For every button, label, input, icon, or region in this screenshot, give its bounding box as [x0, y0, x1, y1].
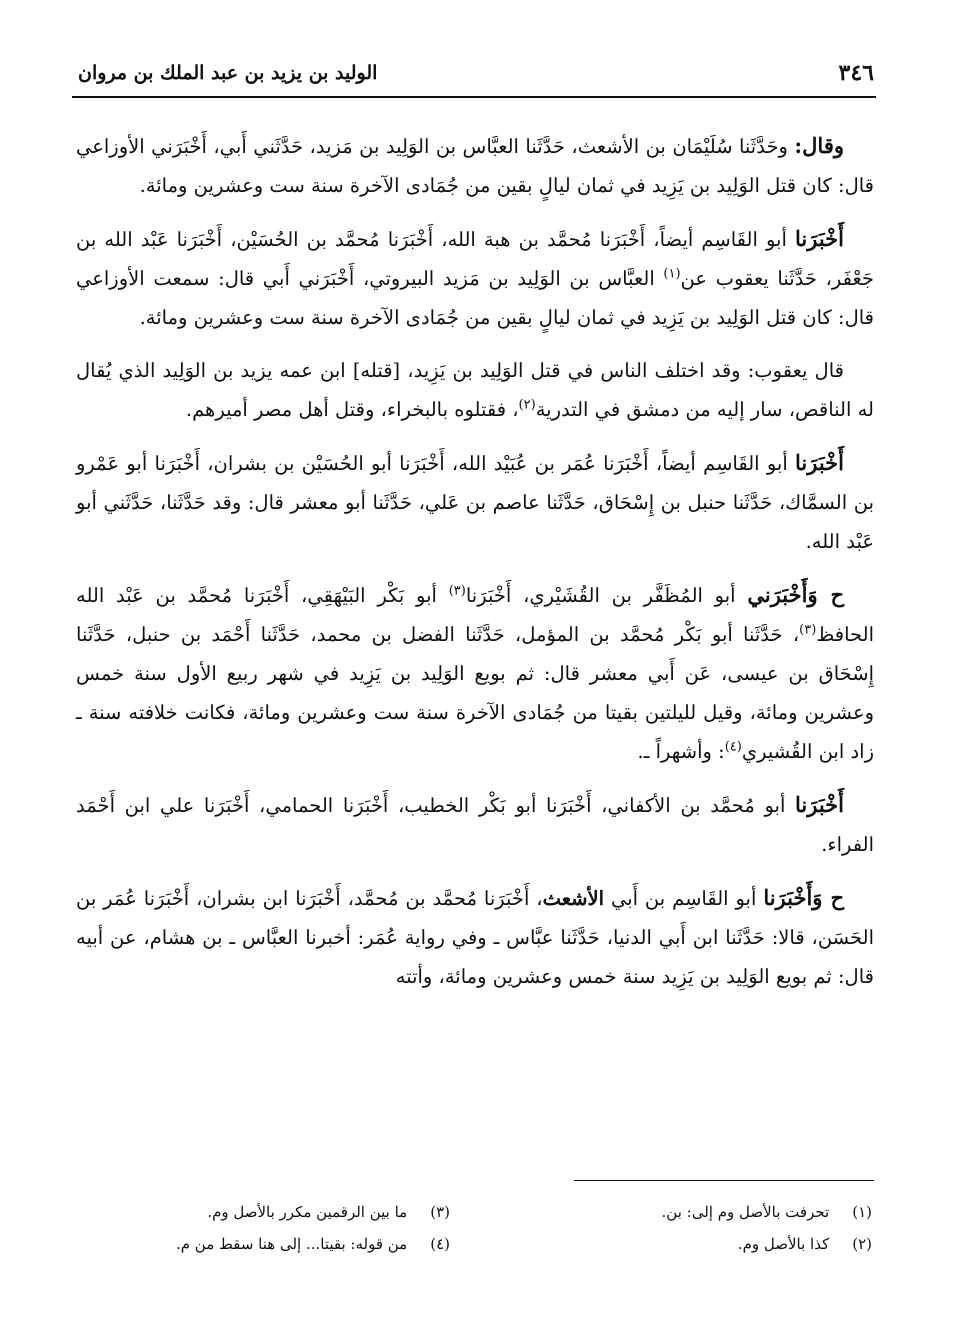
- paragraph-4: [76, 443, 874, 561]
- paragraph-text: أبو بَكْر البَيْهَقِي، أَخْبَرَنا مُحمَّد بن عَبْد الله الحافظ: [76, 584, 874, 646]
- footnote-number: (١): [852, 1203, 872, 1221]
- paragraph-text: قال يعقوب: وقد اختلف الناس في قتل الوَلِيد بن يَزِيد، [قتله] ابن عمه يزيد بن الوَلِيد الذي يُقال له الناقص، سار إليه من دمشق في التدرية: [76, 359, 874, 421]
- running-title: الوليد بن يزيد بن عبد الملك بن مروان: [78, 62, 378, 84]
- paragraph-7: [76, 878, 874, 996]
- paragraph-text: ، أَخْبَرَنا مُحمَّد بن مُحمَّد، أَخْبَرَنا ابن بشران، أَخْبَرَنا عُمَر بن الحَسَن، قالا: حَدَّثَنا ابن أَبي الدنيا، حَدَّثَنا عبَّاس ـ وفي رواية عُمَر: أخبرنا العبَّاس ـ بن هشام، عن أبيه قال: ثم بويع الوَلِيد بن يَزِيد سنة خمس وعشرين ومائة، وأتته: [76, 887, 874, 988]
- footnote-3: [130, 1196, 450, 1228]
- paragraph-text: أبو القَاسِم أيضاً، أَخْبَرَنا عُمَر بن عُبَيْد الله، أَخْبَرَنا أبو الحُسَيْن بن بشران، أَخْبَرَنا أبو عَمْرو بن السمَّاك، حَدَّثَنا حنبل بن إِسْحَاق، حَدَّثَنا عاصم بن عَلي، حَدَّثَنا أبو معشر قال: وقد حَدَّثَنا، حَدَّثَني أبو عَبْد الله.: [76, 452, 874, 553]
- running-header: [72, 56, 876, 98]
- footnote-4: [130, 1228, 450, 1260]
- paragraph-text: أبو القَاسِم أيضاً، أَخْبَرَنا مُحمَّد بن هبة الله، أَخْبَرَنا مُحمَّد بن الحُسَيْن، أَخْبَرَنا عَبْد الله بن جَعْفَر، حَدَّثَنا يعقوب عن: [76, 228, 874, 290]
- paragraph-lead: أَخْبَرَنا: [795, 450, 844, 475]
- footnote-text: تحرفت بالأصل وم إلى: بن.: [661, 1203, 830, 1221]
- body-text: [76, 126, 874, 1010]
- footnote-1: [552, 1196, 872, 1228]
- paragraph-6: [76, 785, 874, 864]
- paragraph-lead: ح وَأَخْبَرَني: [747, 582, 845, 607]
- footnote-number: (٣): [430, 1203, 450, 1221]
- paragraph-text: ، فقتلوه بالبخراء، وقتل أهل مصر أميرهم.: [185, 398, 519, 421]
- paragraph-2: [76, 219, 874, 337]
- paragraph-text: أبو القَاسِم بن أَبي: [610, 887, 757, 910]
- paragraph-text: ، حَدَّثَنا أبو بَكْر مُحمَّد بن المؤمل، حَدَّثَنا الفضل بن محمد، حَدَّثَنا أَحْمَد بن حنبل، حَدَّثَنا إِسْحَاق بن عيسى، عَن أَبي معشر قال: ثم بويع الوَلِيد بن يَزِيد في شهر ربيع الأول سنة خمس وعشرين ومائة، وقيل لليلتين بقيتا من جُمَادى الآخرة سنة ست وعشرين ومائة، فكانت خلافته سنة ـ زاد ابن القُشيري: [76, 623, 874, 763]
- paragraph-3: [76, 351, 874, 429]
- footnote-ref: (١): [663, 266, 681, 282]
- footnote-text: ما بين الرقمين مكرر بالأصل وم.: [207, 1203, 408, 1221]
- footnote-ref: (٣): [448, 583, 466, 599]
- footnote-divider: [574, 1180, 874, 1181]
- bold-name: الأشعث: [542, 887, 605, 910]
- page-number: ٣٤٦: [838, 60, 874, 86]
- footnote-text: كذا بالأصل وم.: [737, 1235, 830, 1253]
- paragraph-lead: ح وَأَخْبَرَنا: [763, 885, 845, 910]
- paragraph-text: أبو المُظَفَّر بن القُشَيْري، أَخْبَرَنا: [465, 584, 736, 607]
- paragraph-lead: أَخْبَرَنا: [795, 792, 844, 817]
- footnote-column-left: [130, 1196, 450, 1260]
- paragraph-text: أبو مُحمَّد بن الأكفاني، أَخْبَرَنا أبو بَكْر الخطيب، أَخْبَرَنا الحمامي، أَخْبَرَنا علي ابن أَحْمَد الفراء.: [76, 794, 874, 856]
- footnote-text: من قوله: بقيتا... إلى هنا سقط من م.: [175, 1235, 408, 1253]
- footnote-number: (٤): [430, 1235, 450, 1253]
- paragraph-lead: أَخْبَرَنا: [795, 226, 844, 251]
- paragraph-5: [76, 575, 874, 771]
- footnote-ref: (٢): [518, 397, 536, 413]
- paragraph-lead: وقال:: [794, 133, 845, 158]
- footnote-ref: (٤): [724, 739, 742, 755]
- footnote-number: (٢): [852, 1235, 872, 1253]
- footnote-2: [552, 1228, 872, 1260]
- footnote-ref: (٣): [799, 622, 817, 638]
- footnote-column-right: [552, 1196, 872, 1260]
- paragraph-text: : وأشهراً ـ.: [637, 740, 725, 763]
- paragraph-1: [76, 126, 874, 205]
- paragraph-text: العبَّاس بن الوَلِيد بن مَزيد البيروتي، أَخْبَرَني أَبي قال: سمعت الأوزاعي قال: كان قتل الوَلِيد بن يَزِيد في ثمان ليالٍ بقين من جُمَادى الآخرة سنة ست وعشرين ومائة.: [76, 267, 874, 329]
- paragraph-text: وحَدَّثَنا سُلَيْمَان بن الأشعث، حَدَّثَنا العبَّاس بن الوَلِيد بن مَزيد، حَدَّثَني أَبي، أَخْبَرَني الأوزاعي قال: كان قتل الوَلِيد بن يَزِيد في ثمان ليالٍ بقين من جُمَادى الآخرة سنة ست وعشرين ومائة.: [76, 135, 874, 197]
